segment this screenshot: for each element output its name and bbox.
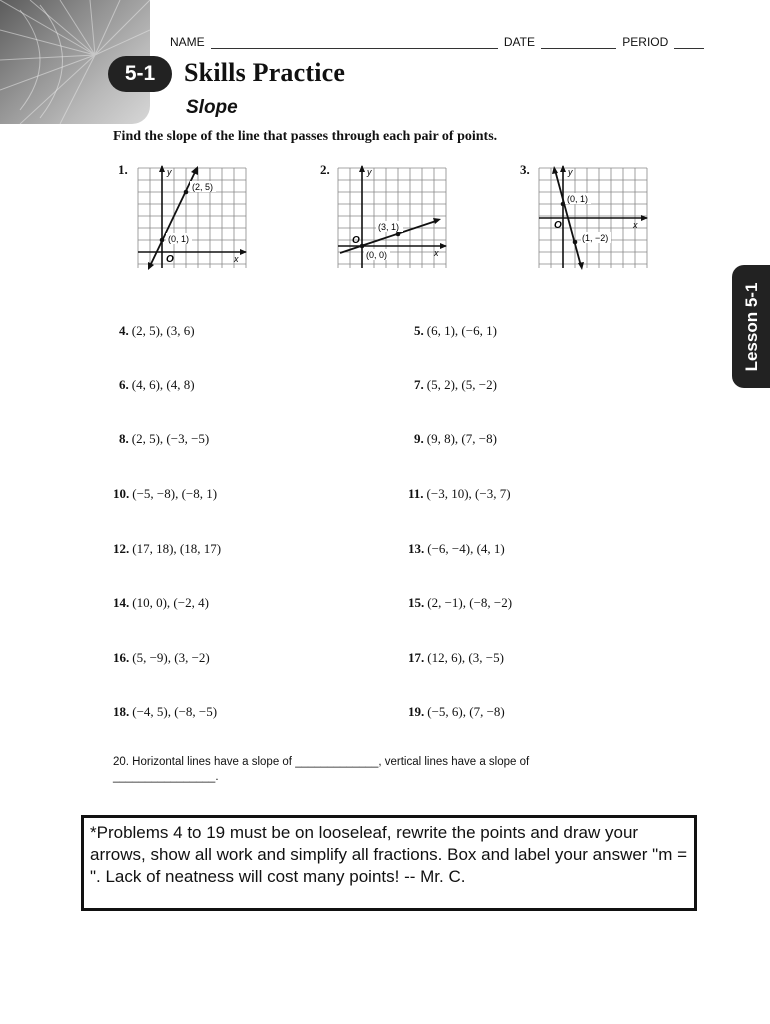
problem-points: (4, 6), (4, 8) xyxy=(131,377,195,392)
question-20: 20. Horizontal lines have a slope of _____________, vertical lines have a slope of ________________. xyxy=(113,756,530,783)
problem-points: (−5, 6), (7, −8) xyxy=(427,704,505,719)
instructions: Find the slope of the line that passes through each pair of points. xyxy=(113,129,498,144)
graph-1-origin-label: O xyxy=(166,254,174,265)
problem-17 xyxy=(408,650,504,666)
graph-3-origin-label: O xyxy=(554,220,562,231)
problem-number: 18. xyxy=(113,704,130,719)
page-subtitle: Slope xyxy=(186,97,238,118)
problem-7 xyxy=(414,377,497,393)
date-field[interactable] xyxy=(541,37,616,49)
problem-4 xyxy=(119,323,195,339)
problem-14 xyxy=(113,595,209,611)
problem-points: (6, 1), (−6, 1) xyxy=(426,323,497,338)
problem-points: (5, 2), (5, −2) xyxy=(426,377,497,392)
problem-8 xyxy=(119,431,209,447)
period-label: PERIOD xyxy=(622,35,669,49)
name-label: NAME xyxy=(170,35,205,49)
problem-points: (2, 5), (3, 6) xyxy=(131,323,195,338)
problem-number: 10. xyxy=(113,486,130,501)
graph-2-y-axis-label: y xyxy=(367,167,372,177)
problem-points: (2, −1), (−8, −2) xyxy=(427,595,513,610)
problem-number: 4. xyxy=(119,323,129,338)
problem-16 xyxy=(113,650,210,666)
problem-points: (2, 5), (−3, −5) xyxy=(131,431,210,446)
graph-1-number: 1. xyxy=(118,162,128,177)
graph-3-y-axis-label: y xyxy=(568,167,573,177)
graph-2-origin-label: O xyxy=(352,235,360,246)
page-title: Skills Practice xyxy=(184,58,346,87)
graph-1 xyxy=(136,164,248,272)
graph-1-point-label-b: (0, 1) xyxy=(168,234,190,244)
problem-points: (10, 0), (−2, 4) xyxy=(132,595,209,610)
problem-12 xyxy=(113,541,221,557)
graph-2 xyxy=(336,164,448,272)
problem-points: (−6, −4), (4, 1) xyxy=(427,541,505,556)
problem-5 xyxy=(414,323,497,339)
problem-number: 6. xyxy=(119,377,129,392)
problem-points: (12, 6), (3, −5) xyxy=(427,650,504,665)
graph-2-number: 2. xyxy=(320,162,330,177)
lesson-badge: 5-1 xyxy=(108,56,172,92)
teacher-note-box: *Problems 4 to 19 must be on looseleaf, rewrite the points and draw your arrows, show all work and simplify all fractions. Box and label your answer "m = ". Lack of neatness will cost many points! -- Mr. C. xyxy=(81,815,697,911)
problem-number: 9. xyxy=(414,431,424,446)
period-field[interactable] xyxy=(674,37,704,49)
problem-number: 8. xyxy=(119,431,129,446)
problem-number: 12. xyxy=(113,541,130,556)
problem-number: 16. xyxy=(113,650,130,665)
name-date-period-line xyxy=(170,35,710,49)
problem-11 xyxy=(408,486,511,502)
problem-6 xyxy=(119,377,195,393)
problem-points: (−5, −8), (−8, 1) xyxy=(132,486,218,501)
problem-points: (−4, 5), (−8, −5) xyxy=(132,704,218,719)
graph-3-x-axis-label: x xyxy=(633,220,638,230)
graph-2-point-label-b: (0, 0) xyxy=(366,250,388,260)
problem-number: 11. xyxy=(408,486,424,501)
problem-number: 19. xyxy=(408,704,425,719)
problem-number: 13. xyxy=(408,541,425,556)
name-field[interactable] xyxy=(211,37,498,49)
problem-9 xyxy=(414,431,497,447)
problem-points: (5, −9), (3, −2) xyxy=(132,650,210,665)
graph-2-point-label-a: (3, 1) xyxy=(378,222,400,232)
problem-points: (−3, 10), (−3, 7) xyxy=(426,486,511,501)
problem-points: (9, 8), (7, −8) xyxy=(426,431,497,446)
graph-1-point-label-a: (2, 5) xyxy=(192,182,214,192)
graph-1-y-axis-label: y xyxy=(167,167,172,177)
date-label: DATE xyxy=(503,35,535,49)
problem-13 xyxy=(408,541,505,557)
problem-number: 17. xyxy=(408,650,425,665)
problem-18 xyxy=(113,704,217,720)
problem-number: 5. xyxy=(414,323,424,338)
lesson-side-tab-label: Lesson 5-1 xyxy=(742,282,761,371)
graph-3-point-label-b: (1, −2) xyxy=(582,233,609,243)
problem-10 xyxy=(113,486,217,502)
graph-3-number: 3. xyxy=(520,162,530,177)
graph-3-point-label-a: (0, 1) xyxy=(567,194,589,204)
problem-number: 15. xyxy=(408,595,425,610)
graph-2-x-axis-label: x xyxy=(434,248,439,258)
problem-points: (17, 18), (18, 17) xyxy=(132,541,222,556)
problem-19 xyxy=(408,704,505,720)
problem-number: 7. xyxy=(414,377,424,392)
lesson-side-tab xyxy=(732,265,770,388)
problem-number: 14. xyxy=(113,595,130,610)
graph-1-x-axis-label: x xyxy=(234,254,239,264)
graph-3 xyxy=(537,164,649,272)
problem-15 xyxy=(408,595,512,611)
